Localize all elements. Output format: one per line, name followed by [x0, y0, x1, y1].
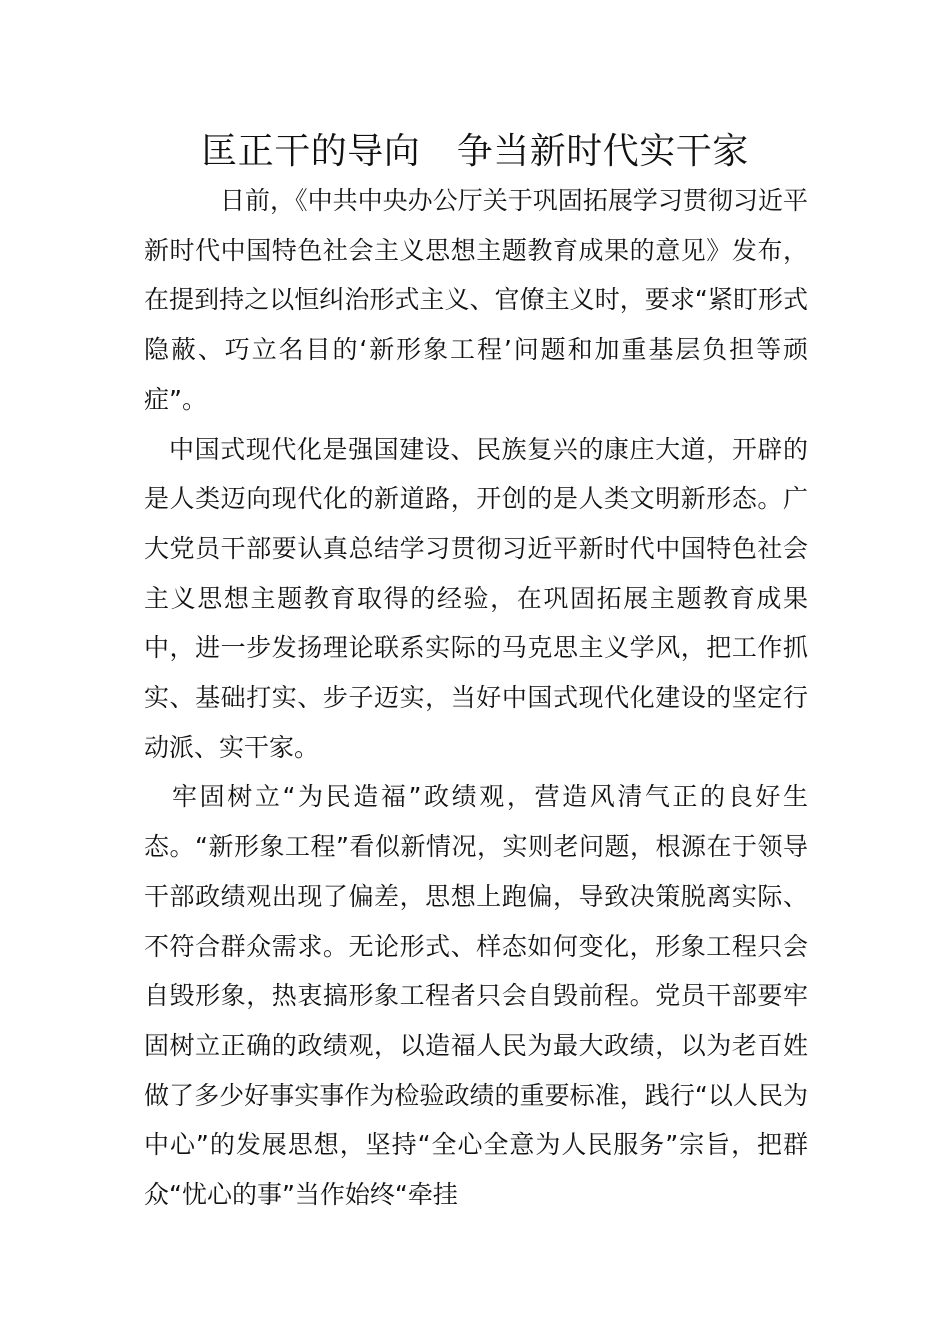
paragraph-2: 中国式现代化是强国建设、民族复兴的康庄大道，开辟的是人类迈向现代化的新道路，开创的是人类文明新形态。广大党员干部要认真总结学习贯彻习近平新时代中国特色社会主义思想主题教育取得的经验，在巩固拓展主题教育成果中，进一步发扬理论联系实际的马克思主义学风，把工作抓实、基础打实、步子迈实，当好中国式现代化建设的坚定行动派、实干家。 — [144, 434, 808, 762]
document-body — [144, 176, 808, 1220]
paragraph-1: 日前，《中共中央办公厅关于巩固拓展学习贯彻习近平新时代中国特色社会主义思想主题教育成果的意见》发布，在提到持之以恒纠治形式主义、官僚主义时，要求“紧盯形式隐蔽、巧立名目的‘新形象工程’问题和加重基层负担等顽症”。 — [144, 186, 808, 414]
document-title: 匡正干的导向 争当新时代实干家 — [201, 131, 749, 172]
paragraph-3: 牢固树立“为民造福”政绩观，营造风清气正的良好生态。“新形象工程”看似新情况，实则老问题，根源在于领导干部政绩观出现了偏差，思想上跑偏，导致决策脱离实际、不符合群众需求。无论形式、样态如何变化，形象工程只会自毁形象，热衷搞形象工程者只会自毁前程。党员干部要牢固树立正确的政绩观，以造福人民为最大政绩，以为老百姓做了多少好事实事作为检验政绩的重要标准，践行“以人民为中心”的发展思想，坚持“全心全意为人民服务”宗旨，把群众“忧心的事”当作始终“牵挂 — [144, 782, 808, 1210]
